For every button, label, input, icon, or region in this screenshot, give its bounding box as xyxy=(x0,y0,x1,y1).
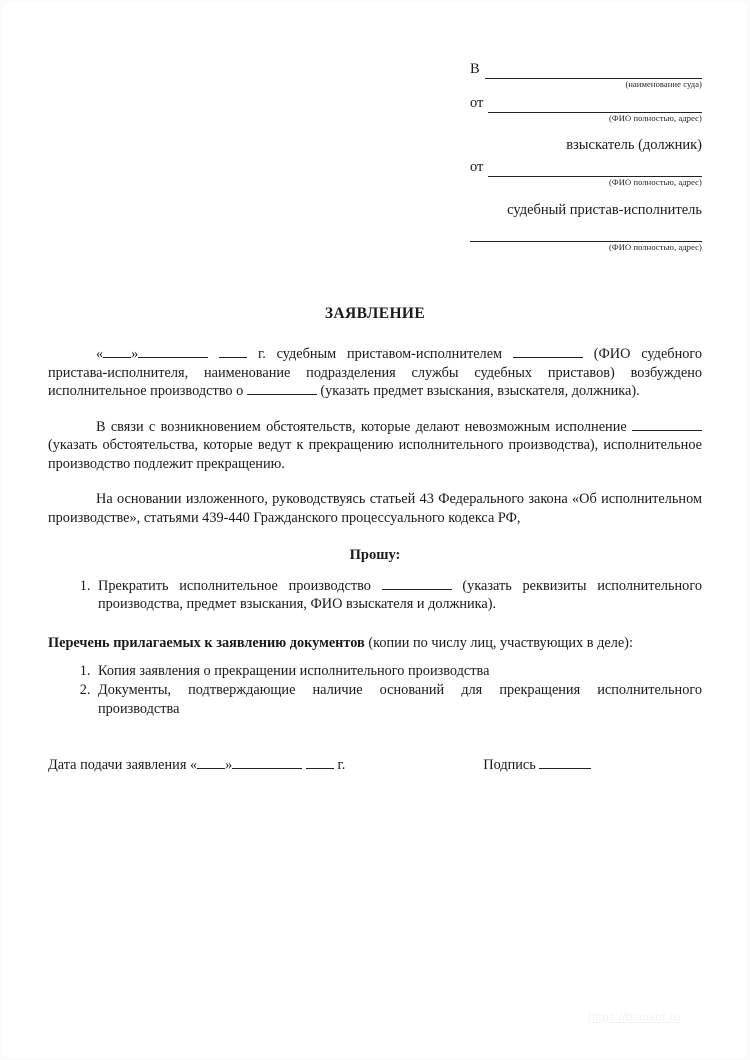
applicant-row xyxy=(470,96,702,113)
subject-fill-line[interactable] xyxy=(247,394,317,395)
court-prefix-label: В xyxy=(470,61,480,77)
addressee-header xyxy=(470,62,702,253)
year-fill-line[interactable] xyxy=(219,357,247,358)
bailiff-name-fill-line[interactable] xyxy=(470,228,702,242)
circumstances-text-a: В связи с возникновением обстоятельств, которые делают невозможным исполнение xyxy=(96,418,627,435)
attachment-item: 1. Копия заявления о прекращении исполнительного производства xyxy=(94,662,702,681)
debtor-row xyxy=(470,160,702,177)
request-details-fill-line[interactable] xyxy=(382,589,452,590)
submission-month-fill-line[interactable] xyxy=(232,768,302,769)
attachments-heading xyxy=(48,634,702,653)
request-list xyxy=(48,577,702,614)
opening-text-b: (ФИО судебного пристава-исполнителя, наименование подразделения службы судебных приставов) возбуждено исполнительное производство о xyxy=(48,346,703,400)
court-name-row xyxy=(470,62,702,79)
request-heading: Прошу: xyxy=(349,546,401,563)
document-body xyxy=(48,305,702,718)
quote-open: « xyxy=(96,346,104,362)
paragraph-circumstances xyxy=(48,418,702,474)
month-fill-line[interactable] xyxy=(138,357,208,358)
page-title: ЗАЯВЛЕНИЕ xyxy=(324,305,426,322)
debtor-prefix-label: от xyxy=(470,159,484,176)
applicant-prefix-label: от xyxy=(470,94,484,111)
opening-text-c: (указать предмет взыскания, взыскателя, должника). xyxy=(320,383,640,400)
debtor-name-fill-line[interactable] xyxy=(488,163,702,177)
submission-day-fill-line[interactable] xyxy=(197,768,225,769)
debtor-role-label: взыскатель (должник) xyxy=(566,137,702,154)
date-quote-open: « xyxy=(190,757,198,773)
circumstances-text-b: (указать обстоятельства, которые ведут к прекращению исполнительного производства), исполнительное производство подлежит прекращению. xyxy=(48,437,702,472)
paragraph-legal-basis: На основании изложенного, руководствуясь статьей 43 Федерального закона «Об исполнительном производстве», статьями 439-440 Гражданского процессуального кодекса РФ, xyxy=(48,491,702,527)
applicant-name-caption: (ФИО полностью, адрес) xyxy=(609,112,702,123)
submission-date-group xyxy=(48,757,345,774)
bailiff-role-label: судебный пристав-исполнитель xyxy=(507,201,702,218)
submission-year-fill-line[interactable] xyxy=(306,768,334,769)
day-fill-line[interactable] xyxy=(103,357,131,358)
date-quote-close: » xyxy=(225,757,233,773)
quote-close: » xyxy=(131,346,139,362)
bailiff-name-caption: (ФИО полностью, адрес) xyxy=(609,242,702,253)
signature-group xyxy=(483,757,591,774)
submission-date-label: Дата подачи заявления xyxy=(48,757,187,773)
source-watermark: https://blankof.ru xyxy=(588,1010,681,1024)
debtor-name-caption: (ФИО полностью, адрес) xyxy=(609,177,702,188)
request-item-1-text-b: (указать реквизиты исполнительного производства, предмет взыскания, ФИО взыскателя и должника). xyxy=(98,577,702,613)
document-footer xyxy=(48,757,702,774)
request-item-1 xyxy=(94,577,702,614)
signature-label: Подпись xyxy=(483,757,536,773)
attachments-list xyxy=(48,662,702,718)
applicant-name-fill-line[interactable] xyxy=(488,99,702,113)
paragraph-case-opening xyxy=(48,345,702,401)
attachments-heading-note: (копии по числу лиц, участвующих в деле): xyxy=(368,634,633,651)
opening-text-a: г. судебным приставом-исполнителем xyxy=(257,346,503,362)
request-item-1-text-a: Прекратить исполнительное производство xyxy=(98,577,371,594)
attachment-item: 2. Документы, подтверждающие наличие оснований для прекращения исполнительного производства xyxy=(94,681,702,718)
attachments-heading-bold: Перечень прилагаемых к заявлению документов xyxy=(48,634,365,651)
court-name-fill-line[interactable] xyxy=(485,65,702,79)
submission-year-suffix: г. xyxy=(337,757,346,773)
bailiff-fill-line[interactable] xyxy=(513,357,583,358)
court-name-caption: (наименование суда) xyxy=(625,78,702,89)
circumstances-fill-line[interactable] xyxy=(632,430,702,431)
signature-fill-line[interactable] xyxy=(539,768,591,769)
